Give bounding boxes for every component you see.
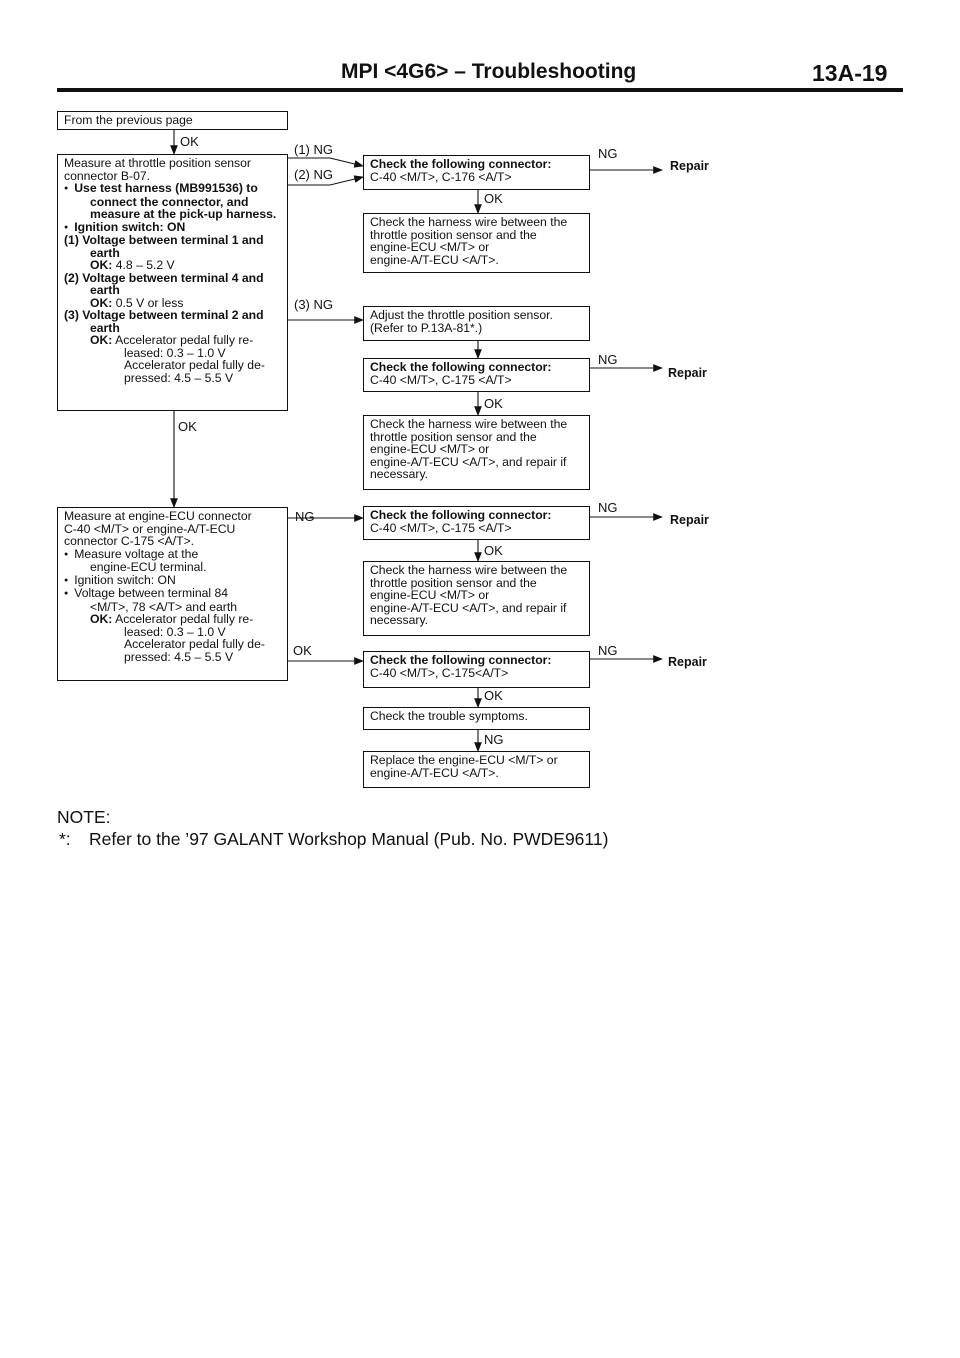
note-marker: *: xyxy=(59,829,71,849)
tps-line-5: ● Ignition switch: ON xyxy=(64,221,281,235)
ecu-line-11: Accelerator pedal fully de- xyxy=(124,637,265,651)
tps-line-18: leased: 0.3 – 1.0 V xyxy=(124,345,226,360)
ecu-ok: OK: xyxy=(90,612,113,626)
tps-line-10: (2) Voltage between terminal 4 and xyxy=(64,270,264,285)
tps-line-20: pressed: 4.5 – 5.5 V xyxy=(124,370,234,385)
label-ok-2: OK xyxy=(178,419,197,434)
harness1-line-0: Check the harness wire between the xyxy=(370,215,568,229)
ecu-line-0: Measure at engine-ECU connector xyxy=(64,509,252,523)
ecu-line-9: Accelerator pedal fully re- xyxy=(115,612,254,626)
ecu-line-1: C-40 <M/T> or engine-A/T-ECU xyxy=(64,521,236,536)
check1-title: Check the following connector: xyxy=(370,157,552,171)
label-ng-check2: NG xyxy=(598,352,618,367)
tps-line-6: (1) Voltage between terminal 1 and xyxy=(64,233,264,247)
label-ok-1: OK xyxy=(180,134,199,149)
harness1-line-2: engine-ECU <M/T> or xyxy=(370,240,490,254)
measure-ecu-box xyxy=(57,507,288,681)
ecu-line-5: ● Ignition switch: ON xyxy=(64,574,281,588)
label-ng-2: (2) NG xyxy=(294,167,333,182)
harness2-line-1: throttle position sensor and the xyxy=(370,429,537,444)
repair-4: Repair xyxy=(668,655,707,669)
harness2-line-3: engine-A/T-ECU <A/T>, and repair if xyxy=(370,454,567,469)
check4-body: C-40 <M/T>, C-175<A/T> xyxy=(370,665,509,680)
label-ok-check3: OK xyxy=(484,543,503,558)
page-number: 13A-19 xyxy=(812,60,888,86)
check-connector-box-4 xyxy=(363,651,590,688)
repair-2: Repair xyxy=(668,366,707,380)
check4-title: Check the following connector: xyxy=(370,653,552,667)
check2-body: C-40 <M/T>, C-175 <A/T> xyxy=(370,372,512,387)
ecu-line-12: pressed: 4.5 – 5.5 V xyxy=(124,649,234,664)
repair-3: Repair xyxy=(670,513,709,527)
tps-line-17: Accelerator pedal fully re- xyxy=(115,333,254,347)
trouble-text: Check the trouble symptoms. xyxy=(370,709,528,723)
tps-line-3: connect the connector, and xyxy=(90,194,249,209)
page-title: MPI <4G6> – Troubleshooting xyxy=(341,60,637,83)
tps-line-11: earth xyxy=(90,283,120,297)
tps-ok-3: OK: xyxy=(90,333,113,347)
check2-title: Check the following connector: xyxy=(370,360,552,374)
tps-ok-2: OK: xyxy=(90,295,113,310)
label-ok-check1: OK xyxy=(484,191,503,206)
harness3-line-0: Check the harness wire between the xyxy=(370,563,568,577)
harness3-line-2: engine-ECU <M/T> or xyxy=(370,588,490,602)
note-heading: NOTE: xyxy=(57,807,111,827)
replace-line-1: engine-A/T-ECU <A/T>. xyxy=(370,765,499,780)
label-ok-check4: OK xyxy=(484,688,503,703)
label-ng-1: (1) NG xyxy=(294,142,333,157)
tps-line-7: earth xyxy=(90,245,120,260)
harness2-line-0: Check the harness wire between the xyxy=(370,417,568,431)
check3-title: Check the following connector: xyxy=(370,508,552,522)
tps-line-13: 0.5 V or less xyxy=(115,295,184,310)
replace-ecu-box xyxy=(363,751,590,788)
label-ng-check4: NG xyxy=(598,643,618,658)
ecu-line-3: ● Measure voltage at the xyxy=(64,548,281,562)
tps-line-2: ● Use test harness (MB991536) to xyxy=(64,182,281,196)
harness-check-box-1 xyxy=(363,213,590,273)
label-ok-check2: OK xyxy=(484,396,503,411)
adjust-line-1: (Refer to P.13A-81*.) xyxy=(370,320,483,335)
replace-line-0: Replace the engine-ECU <M/T> or xyxy=(370,753,558,767)
note-text: Refer to the ’97 GALANT Workshop Manual (Pub. No. PWDE9611) xyxy=(89,829,609,849)
ecu-line-6: ● Voltage between terminal 84 xyxy=(64,587,281,601)
adjust-line-0: Adjust the throttle position sensor. xyxy=(370,308,553,322)
label-ng-trouble: NG xyxy=(484,732,504,747)
label-ng-check1: NG xyxy=(598,146,618,161)
harness1-line-3: engine-A/T-ECU <A/T>. xyxy=(370,252,499,267)
ecu-line-2: connector C-175 <A/T>. xyxy=(64,534,195,548)
tps-line-4: measure at the pick-up harness. xyxy=(90,207,277,221)
tps-line-19: Accelerator pedal fully de- xyxy=(124,358,265,372)
tps-line-14: (3) Voltage between terminal 2 and xyxy=(64,308,264,322)
check3-body: C-40 <M/T>, C-175 <A/T> xyxy=(370,520,512,535)
tps-line-1: connector B-07. xyxy=(64,168,151,183)
measure-tps-box xyxy=(57,154,288,411)
check-connector-box-1 xyxy=(363,155,590,190)
label-ng-check3: NG xyxy=(598,500,618,515)
label-ok-ecu: OK xyxy=(293,643,312,658)
repair-1: Repair xyxy=(670,159,709,173)
tps-ok-1: OK: xyxy=(90,258,113,272)
harness-check-box-3 xyxy=(363,561,590,636)
harness2-line-2: engine-ECU <M/T> or xyxy=(370,442,490,456)
check-connector-box-3 xyxy=(363,506,590,540)
harness3-line-3: engine-A/T-ECU <A/T>, and repair if xyxy=(370,600,567,615)
ecu-line-7: <M/T>, 78 <A/T> and earth xyxy=(90,599,238,614)
harness3-line-1: throttle position sensor and the xyxy=(370,575,537,590)
label-ng-ecu: NG xyxy=(295,509,315,524)
trouble-symptoms-box xyxy=(363,707,590,730)
ecu-line-4: engine-ECU terminal. xyxy=(90,560,207,574)
adjust-tps-box xyxy=(363,306,590,341)
check-connector-box-2 xyxy=(363,358,590,392)
harness2-line-4: necessary. xyxy=(370,467,429,481)
from-previous-page-box xyxy=(57,111,288,130)
tps-line-0: Measure at throttle position sensor xyxy=(64,156,251,170)
check1-body: C-40 <M/T>, C-176 <A/T> xyxy=(370,169,512,184)
from-previous-page-text: From the previous page xyxy=(64,113,193,127)
label-ng-3: (3) NG xyxy=(294,297,333,312)
harness3-line-4: necessary. xyxy=(370,613,429,627)
harness-check-box-2 xyxy=(363,415,590,490)
ecu-line-10: leased: 0.3 – 1.0 V xyxy=(124,624,226,639)
tps-line-9: 4.8 – 5.2 V xyxy=(115,258,175,272)
tps-line-15: earth xyxy=(90,320,120,335)
harness1-line-1: throttle position sensor and the xyxy=(370,227,537,242)
